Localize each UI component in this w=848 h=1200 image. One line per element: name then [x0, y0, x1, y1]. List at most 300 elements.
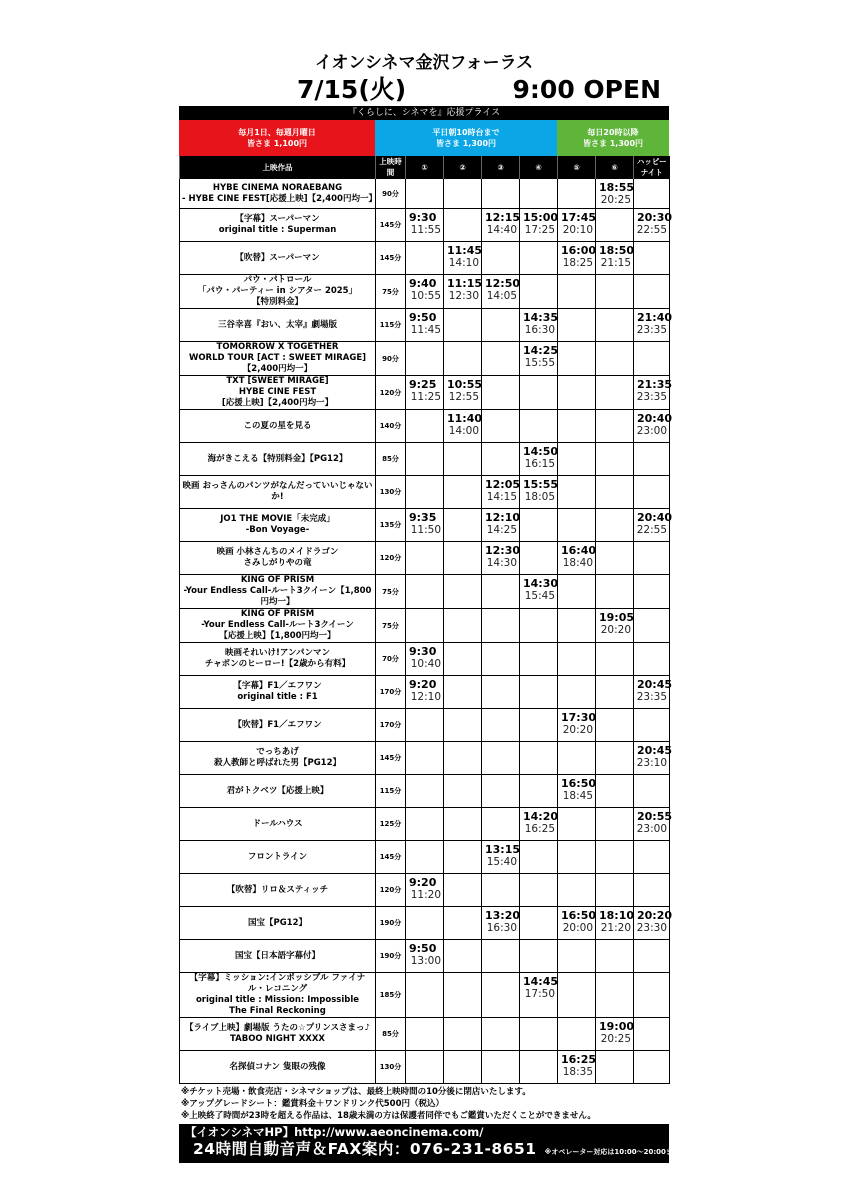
showtime-cell: [520, 940, 558, 973]
showtime-cell[interactable]: [558, 1051, 596, 1084]
film-title: [180, 509, 376, 542]
showtime-cell: [634, 940, 670, 973]
film-row: [180, 808, 670, 841]
showtime-cell[interactable]: [444, 376, 482, 410]
film-title: [180, 709, 376, 742]
showtime-cell: [520, 775, 558, 808]
showtime-cell[interactable]: [406, 874, 444, 907]
end-time: 14:10: [448, 257, 479, 269]
start-time: 14:25: [523, 344, 559, 357]
film-runtime: 90分: [376, 179, 406, 209]
showtime-cell: [482, 742, 520, 775]
film-title-line: HYBE CINEMA NORAEBANG: [212, 182, 343, 193]
film-title-line: -Your Endless Call-ルート3クイーン【1,800円均一】: [183, 586, 372, 607]
start-time: 11:40: [447, 412, 483, 425]
end-time: 12:30: [448, 290, 479, 302]
end-time: 23:00: [636, 823, 667, 835]
film-runtime: 130分: [376, 1051, 406, 1084]
end-time: 12:10: [410, 691, 441, 703]
end-time: 10:40: [410, 658, 441, 670]
showtime-cell[interactable]: [634, 209, 673, 242]
price-amount: 皆さま 1,300円: [582, 139, 644, 148]
showtime-cell: [634, 542, 670, 575]
end-time: 21:20: [600, 922, 631, 934]
theater-name: イオンシネマ金沢フォーラス: [314, 53, 534, 73]
showtime-cell[interactable]: [596, 179, 634, 209]
showtime-cell: [520, 376, 558, 410]
showtime-table: [179, 156, 673, 1084]
start-time: 16:50: [561, 909, 597, 922]
end-time: 17:25: [524, 224, 555, 236]
end-time: 20:25: [600, 1033, 631, 1045]
film-title-line: The Final Reckoning: [229, 1006, 326, 1016]
showtime-cell: [558, 973, 596, 1018]
showtime-cell[interactable]: [406, 275, 444, 309]
showtime-cell: [482, 940, 520, 973]
showtime-cell: [444, 775, 482, 808]
showtime-cell[interactable]: [596, 242, 634, 275]
film-title: [180, 209, 376, 242]
showtime-cell: [406, 542, 444, 575]
showtime-cell: [482, 1018, 520, 1051]
showtime-cell: [634, 575, 670, 609]
showtime-cell: [444, 874, 482, 907]
start-time: 14:20: [523, 810, 559, 823]
showtime-cell: [558, 676, 596, 709]
showtime-cell[interactable]: [596, 907, 634, 940]
showtime-cell[interactable]: [406, 643, 444, 676]
showtime-cell[interactable]: [482, 275, 520, 309]
start-time: 9:40: [409, 277, 437, 290]
header-happy-night: ハッピーナイト: [634, 156, 670, 179]
showtime-cell: [596, 940, 634, 973]
showtime-cell[interactable]: [520, 209, 558, 242]
end-time: 14:30: [486, 557, 517, 569]
film-title: [180, 242, 376, 275]
showtime-cell: [482, 973, 520, 1018]
showtime-cell: [482, 376, 520, 410]
film-runtime: 135分: [376, 509, 406, 542]
showtime-cell[interactable]: [406, 940, 444, 973]
film-runtime: 190分: [376, 907, 406, 940]
film-runtime: 140分: [376, 410, 406, 443]
showtime-cell: [482, 575, 520, 609]
end-time: 17:50: [524, 988, 555, 1000]
film-runtime: 145分: [376, 742, 406, 775]
showtime-cell[interactable]: [558, 907, 596, 940]
film-row: [180, 907, 670, 940]
end-time: 18:25: [562, 257, 593, 269]
film-row: [180, 179, 670, 209]
showtime-cell: [596, 643, 634, 676]
showtime-cell[interactable]: [558, 242, 596, 275]
start-time: 15:55: [523, 478, 559, 491]
end-time: 23:10: [636, 757, 667, 769]
film-row: [180, 643, 670, 676]
film-runtime: 70分: [376, 643, 406, 676]
film-runtime: 75分: [376, 575, 406, 609]
showtime-cell: [406, 410, 444, 443]
film-row: [180, 376, 670, 410]
showtime-cell: [558, 841, 596, 874]
end-time: 16:30: [486, 922, 517, 934]
note-line: ※アップグレードシート：鑑賞料金＋ワンドリンク代500円（税込）: [181, 1099, 444, 1109]
film-runtime: 120分: [376, 874, 406, 907]
showtime-cell: [444, 443, 482, 476]
end-time: 13:00: [410, 955, 441, 967]
film-title-line: original title : F1: [237, 692, 318, 702]
film-runtime: 170分: [376, 709, 406, 742]
showtime-cell: [520, 676, 558, 709]
film-row: [180, 542, 670, 575]
showtime-cell: [406, 709, 444, 742]
end-time: 20:20: [600, 624, 631, 636]
showtime-cell: [558, 443, 596, 476]
end-time: 14:00: [448, 425, 479, 437]
film-title-line: 映画 小林さんちのメイドラゴン: [216, 547, 339, 557]
film-title-line: 【字幕】ミッション:インポッシブル ファイナル・レコニング: [189, 973, 366, 994]
end-time: 15:55: [524, 357, 555, 369]
start-time: 12:10: [485, 511, 521, 524]
film-title-line: TXT [SWEET MIRAGE]: [226, 376, 329, 386]
start-time: 18:50: [599, 244, 635, 257]
end-time: 23:00: [636, 425, 667, 437]
showtime-cell: [634, 476, 670, 509]
end-time: 14:25: [486, 524, 517, 536]
film-title-line: この夏の星を見る: [243, 420, 312, 431]
showtime-cell: [558, 575, 596, 609]
showtime-cell: [558, 309, 596, 342]
showtime-cell[interactable]: [634, 509, 673, 542]
showtime-cell[interactable]: [406, 209, 444, 242]
film-title: [180, 874, 376, 907]
showtime-cell: [520, 709, 558, 742]
showtime-cell[interactable]: [482, 209, 520, 242]
showtime-cell: [558, 275, 596, 309]
showtime-cell[interactable]: [558, 709, 596, 742]
showtime-cell: [596, 676, 634, 709]
header-slot-4: ④: [520, 156, 558, 179]
start-time: 21:35: [637, 378, 673, 391]
showtime-cell: [406, 342, 444, 376]
showtime-cell: [520, 242, 558, 275]
end-time: 23:35: [636, 391, 667, 403]
start-time: 9:30: [409, 645, 437, 658]
end-time: 11:45: [410, 324, 441, 336]
film-title-line: 【字幕】スーパーマン: [235, 214, 320, 224]
film-runtime: 75分: [376, 275, 406, 309]
showtime-cell[interactable]: [520, 476, 558, 509]
film-title: [180, 742, 376, 775]
film-title: [180, 1018, 376, 1051]
operator-hours: ※オペレーター対応は10:00～20:00まで！: [544, 1148, 687, 1156]
end-time: 21:15: [600, 257, 631, 269]
showtime-cell[interactable]: [558, 542, 596, 575]
showtime-cell: [558, 742, 596, 775]
film-title-line: 【ライブ上映】劇場版 うたの☆プリンスさまっ♪: [185, 1023, 370, 1033]
film-title: [180, 443, 376, 476]
showtime-cell[interactable]: [520, 443, 558, 476]
film-runtime: 185分: [376, 973, 406, 1018]
showtime-cell: [444, 342, 482, 376]
showtime-cell[interactable]: [634, 309, 673, 342]
start-time: 11:15: [447, 277, 483, 290]
showtime-cell: [634, 609, 670, 643]
end-time: 16:30: [524, 324, 555, 336]
showtime-cell: [482, 808, 520, 841]
showtime-cell: [520, 643, 558, 676]
price-condition: 毎日20時以降: [587, 128, 639, 137]
showtime-cell: [596, 509, 634, 542]
showtime-cell: [482, 643, 520, 676]
film-row: [180, 476, 670, 509]
showtime-cell[interactable]: [482, 907, 520, 940]
showtime-cell: [482, 874, 520, 907]
showtime-cell: [444, 808, 482, 841]
start-time: 20:45: [637, 678, 673, 691]
end-time: 15:45: [524, 590, 555, 602]
start-time: 15:00: [523, 211, 559, 224]
showtime-cell: [406, 742, 444, 775]
film-row: [180, 275, 670, 309]
film-runtime: 145分: [376, 841, 406, 874]
film-row: [180, 342, 670, 376]
film-title-line: HYBE CINE FEST: [238, 387, 317, 397]
showtime-cell[interactable]: [558, 775, 596, 808]
film-title-line: [応援上映]【2,400円均一】: [221, 398, 334, 408]
showtime-cell[interactable]: [520, 973, 558, 1018]
showtime-cell: [444, 209, 482, 242]
start-time: 12:15: [485, 211, 521, 224]
price-row: [179, 120, 669, 156]
end-time: 23:30: [636, 922, 667, 934]
showtime-cell[interactable]: [482, 476, 520, 509]
showtime-cell: [444, 907, 482, 940]
film-title: [180, 342, 376, 376]
showtime-cell[interactable]: [482, 841, 520, 874]
showtime-cell: [558, 1018, 596, 1051]
showtime-cell[interactable]: [444, 410, 482, 443]
film-title: [180, 643, 376, 676]
showtime-cell[interactable]: [406, 309, 444, 342]
film-title: [180, 309, 376, 342]
schedule-sheet: [179, 52, 687, 1163]
showtime-cell[interactable]: [596, 609, 634, 643]
film-row: [180, 709, 670, 742]
showtime-cell[interactable]: [634, 742, 673, 775]
start-time: 9:25: [409, 378, 437, 391]
showtime-cell: [482, 1051, 520, 1084]
header-runtime: 上映時間: [376, 156, 406, 179]
film-title-line: 国宝【日本語字幕付】: [234, 950, 320, 961]
showtime-cell: [634, 342, 670, 376]
film-title-line: original title : Mission: Impossible: [195, 995, 360, 1005]
showtime-cell[interactable]: [444, 275, 482, 309]
showtime-cell: [444, 1051, 482, 1084]
showtime-cell[interactable]: [406, 676, 444, 709]
showtime-cell: [596, 476, 634, 509]
start-time: 20:55: [637, 810, 673, 823]
film-title-line: original title : Superman: [218, 225, 337, 235]
end-time: 18:40: [562, 557, 593, 569]
showtime-cell[interactable]: [482, 509, 520, 542]
showtime-cell: [558, 179, 596, 209]
showtime-cell: [406, 841, 444, 874]
price-monday-discount: [179, 120, 375, 156]
film-title: [180, 676, 376, 709]
showtime-cell: [482, 242, 520, 275]
showtime-cell[interactable]: [406, 376, 444, 410]
end-time: 11:55: [410, 224, 441, 236]
film-title: [180, 775, 376, 808]
note-line: ※チケット売場・飲食売店・シネマショップは、最終上映時間の10分後に閉店いたします。: [181, 1087, 531, 1097]
start-time: 20:20: [637, 909, 673, 922]
film-runtime: 130分: [376, 476, 406, 509]
start-time: 9:35: [409, 511, 437, 524]
showtime-cell: [482, 609, 520, 643]
header-slot-1: ①: [406, 156, 444, 179]
showtime-cell: [444, 575, 482, 609]
showtime-cell[interactable]: [596, 1018, 634, 1051]
showtime-cell: [596, 309, 634, 342]
header-slot-3: ③: [482, 156, 520, 179]
film-title: [180, 575, 376, 609]
film-runtime: 85分: [376, 443, 406, 476]
showtime-cell: [634, 709, 670, 742]
phone-info: 24時間自動音声＆FAX案内：076-231-8651: [193, 1140, 537, 1158]
showtime-cell[interactable]: [482, 542, 520, 575]
showtime-cell: [596, 209, 634, 242]
showtime-cell: [596, 1051, 634, 1084]
showtime-cell: [444, 709, 482, 742]
showtime-cell: [482, 342, 520, 376]
showtime-cell[interactable]: [634, 376, 673, 410]
showtime-cell: [444, 643, 482, 676]
film-row: [180, 443, 670, 476]
film-title-line: 【吹替】F1／エフワン: [233, 719, 322, 730]
showtime-cell[interactable]: [520, 575, 558, 609]
showtime-cell: [444, 676, 482, 709]
showtime-cell: [406, 242, 444, 275]
film-row: [180, 1018, 670, 1051]
film-title: [180, 275, 376, 309]
showtime-cell[interactable]: [406, 509, 444, 542]
film-runtime: 85分: [376, 1018, 406, 1051]
film-title: [180, 808, 376, 841]
showtime-cell: [596, 775, 634, 808]
film-row: [180, 841, 670, 874]
showtime-cell: [558, 609, 596, 643]
showtime-cell: [482, 676, 520, 709]
start-time: 16:00: [561, 244, 597, 257]
showtime-cell: [596, 342, 634, 376]
header-slot-2: ②: [444, 156, 482, 179]
showtime-cell: [406, 575, 444, 609]
film-runtime: 170分: [376, 676, 406, 709]
start-time: 12:05: [485, 478, 521, 491]
showtime-cell: [444, 841, 482, 874]
showtime-cell[interactable]: [520, 342, 558, 376]
showtime-cell: [520, 509, 558, 542]
showtime-cell: [482, 709, 520, 742]
price-morning-discount: [375, 120, 557, 156]
showtime-cell: [406, 775, 444, 808]
showtime-cell: [520, 1051, 558, 1084]
showtime-cell: [596, 443, 634, 476]
showtime-cell[interactable]: [444, 242, 482, 275]
contact-footer: [179, 1124, 687, 1163]
film-title-line: TABOO NIGHT XXXX: [230, 1034, 325, 1044]
open-time: 9:00 OPEN: [512, 75, 661, 104]
film-row: [180, 509, 670, 542]
end-time: 11:50: [410, 524, 441, 536]
showtime-cell: [596, 542, 634, 575]
price-night-discount: [557, 120, 669, 156]
showtime-cell: [596, 874, 634, 907]
start-time: 13:15: [485, 843, 521, 856]
showtime-cell: [444, 179, 482, 209]
showtime-cell: [634, 874, 670, 907]
start-time: 9:20: [409, 876, 437, 889]
showtime-cell: [444, 476, 482, 509]
end-time: 23:35: [636, 691, 667, 703]
table-header: [180, 156, 670, 179]
showtime-cell: [634, 643, 670, 676]
showtime-cell: [596, 410, 634, 443]
showtime-cell: [558, 476, 596, 509]
showtime-cell[interactable]: [558, 209, 596, 242]
showtime-cell[interactable]: [634, 808, 673, 841]
film-title: [180, 940, 376, 973]
notes: [179, 1086, 669, 1122]
start-time: 13:20: [485, 909, 521, 922]
showtime-cell[interactable]: [634, 676, 673, 709]
film-row: [180, 1051, 670, 1084]
film-runtime: 90分: [376, 342, 406, 376]
showtime-cell: [520, 742, 558, 775]
end-time: 15:40: [486, 856, 517, 868]
homepage-link[interactable]: 【イオンシネマHP】http://www.aeoncinema.com/: [185, 1125, 484, 1139]
end-time: 14:15: [486, 491, 517, 503]
showtime-cell: [520, 542, 558, 575]
film-title-line: ドールハウス: [252, 818, 303, 829]
showtime-cell: [406, 443, 444, 476]
film-runtime: 125分: [376, 808, 406, 841]
end-time: 20:25: [600, 194, 631, 206]
film-title-line: でっちあげ: [256, 747, 299, 757]
showtime-cell[interactable]: [520, 309, 558, 342]
start-time: 18:10: [599, 909, 635, 922]
start-time: 14:45: [523, 975, 559, 988]
price-banner: 『くらしに、シネマを』応援プライス: [179, 106, 669, 120]
showtime-cell: [634, 275, 670, 309]
start-time: 21:40: [637, 311, 673, 324]
showtime-cell[interactable]: [520, 808, 558, 841]
showtime-cell: [520, 179, 558, 209]
showtime-cell: [558, 808, 596, 841]
showtime-cell[interactable]: [634, 907, 673, 940]
showtime-cell: [406, 476, 444, 509]
start-time: 16:25: [561, 1053, 597, 1066]
start-time: 20:40: [637, 412, 673, 425]
film-rows: [180, 179, 673, 1084]
film-runtime: 75分: [376, 609, 406, 643]
start-time: 20:40: [637, 511, 673, 524]
showtime-cell[interactable]: [634, 410, 673, 443]
film-title-line: WORLD TOUR [ACT : SWEET MIRAGE]: [188, 353, 367, 363]
date-row: [179, 74, 669, 106]
showtime-cell: [482, 179, 520, 209]
